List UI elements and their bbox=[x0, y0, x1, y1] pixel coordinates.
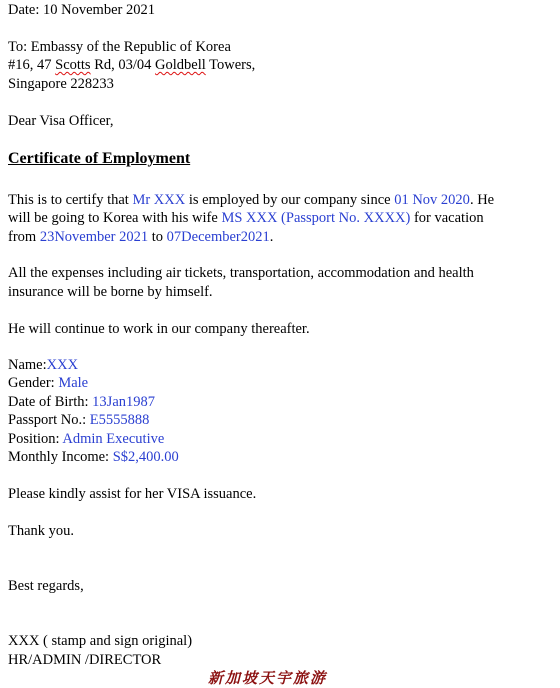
income-value: S$2,400.00 bbox=[112, 449, 179, 465]
address-goldbell: Goldbell bbox=[155, 57, 206, 73]
paragraph-1-line-3 bbox=[8, 228, 273, 246]
position-label: Position: bbox=[8, 431, 63, 447]
signer-line: XXX ( stamp and sign original) bbox=[8, 633, 193, 649]
address-mid: Rd, 03/04 bbox=[90, 57, 156, 73]
gender-label: Gender: bbox=[8, 375, 59, 391]
p1-text-e: for vacation bbox=[410, 210, 484, 226]
name-value: XXX bbox=[46, 357, 79, 373]
paragraph-2-line-1: All the expenses including air tickets, transportation, accommodation and health bbox=[8, 265, 474, 281]
paragraph-3: He will continue to work in our company thereafter. bbox=[8, 321, 310, 337]
income-label: Monthly Income: bbox=[8, 449, 113, 465]
paragraph-4: Please kindly assist for her VISA issuance. bbox=[8, 486, 257, 502]
salutation: Dear Visa Officer, bbox=[8, 113, 114, 129]
p1-text-b: is employed by our company since bbox=[185, 192, 395, 208]
travel-from-date: 23November 2021 bbox=[39, 229, 149, 245]
address-prefix: #16, 47 bbox=[8, 57, 56, 73]
passport-label: Passport No.: bbox=[8, 412, 90, 428]
dob-label: Date of Birth: bbox=[8, 394, 93, 410]
p1-text-h: . bbox=[269, 229, 274, 245]
employment-start-date: 01 Nov 2020 bbox=[394, 192, 470, 208]
name-label: Name: bbox=[8, 357, 47, 373]
employee-name: Mr XXX bbox=[132, 192, 186, 208]
paragraph-1-line-2 bbox=[8, 209, 484, 227]
address-line-2: Singapore 228233 bbox=[8, 76, 114, 92]
paragraph-2-line-2: insurance will be borne by himself. bbox=[8, 284, 213, 300]
p1-text-c: . He bbox=[469, 192, 495, 208]
p1-text-d: will be going to Korea with his wife bbox=[8, 210, 222, 226]
paragraph-1-line-1 bbox=[8, 191, 494, 209]
detail-passport bbox=[8, 411, 149, 429]
dob-value: 13Jan1987 bbox=[92, 394, 156, 410]
agency-watermark: 新加坡天宇旅游 bbox=[208, 669, 328, 687]
detail-income bbox=[8, 448, 179, 466]
address-scotts: Scotts bbox=[55, 57, 91, 73]
p1-text-g: to bbox=[148, 229, 167, 245]
address-line-1 bbox=[8, 56, 255, 74]
p1-text-f: from bbox=[8, 229, 40, 245]
detail-name bbox=[8, 356, 78, 374]
detail-dob bbox=[8, 393, 155, 411]
passport-value: E5555888 bbox=[89, 412, 150, 428]
document-title: Certificate of Employment bbox=[8, 150, 191, 167]
closing-line: Best regards, bbox=[8, 578, 84, 594]
thanks-line: Thank you. bbox=[8, 523, 75, 539]
signer-title: HR/ADMIN /DIRECTOR bbox=[8, 652, 162, 668]
detail-gender bbox=[8, 374, 88, 392]
recipient-line: To: Embassy of the Republic of Korea bbox=[8, 39, 231, 55]
date-line: Date: 10 November 2021 bbox=[8, 2, 155, 18]
position-value: Admin Executive bbox=[62, 431, 165, 447]
address-suffix: Towers, bbox=[205, 57, 256, 73]
spouse-name: MS XXX (Passport No. XXXX) bbox=[221, 210, 411, 226]
gender-value: Male bbox=[58, 375, 89, 391]
travel-to-date: 07December2021 bbox=[166, 229, 270, 245]
p1-text-a: This is to certify that bbox=[8, 192, 133, 208]
detail-position bbox=[8, 430, 164, 448]
